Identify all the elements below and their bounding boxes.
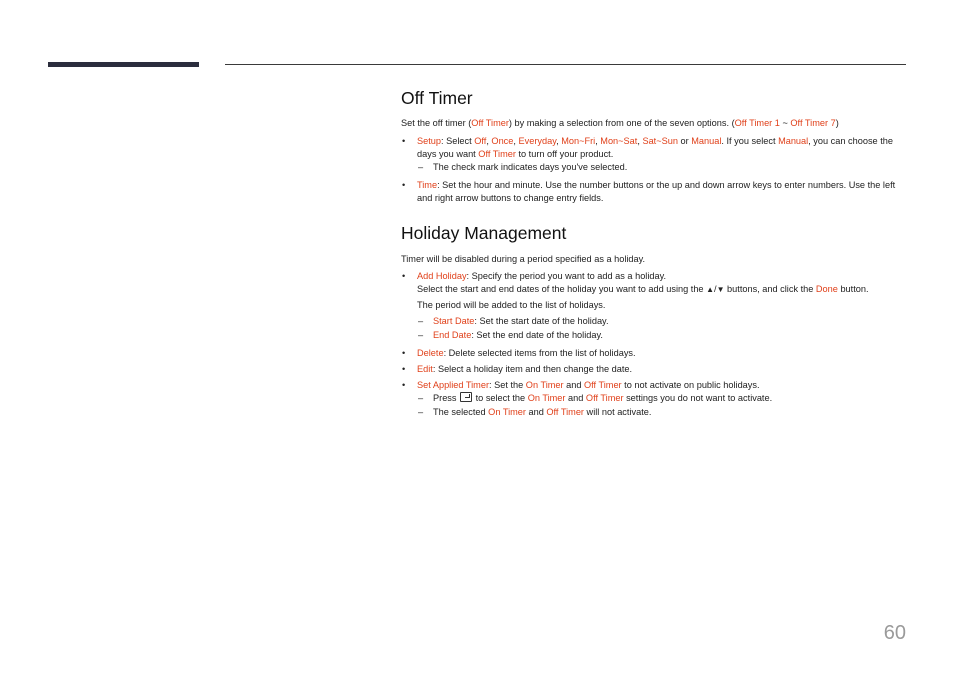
bullet-setup: • Setup: Select Off, Once, Everyday, Mon~Fri, Mon~Sat, Sat~Sun or Manual. If you select Manual, you can choose the days you want Off Timer to turn off your product. [401,135,906,161]
add-holiday-note: The period will be added to the list of holidays. [417,300,606,310]
applied-sub-press: – Press to select the On Timer and Off Timer settings you do not want to activate. [401,392,906,405]
manual-content [401,86,906,419]
section-title-off-timer: Off Timer [401,88,473,108]
start-date-item: – Start Date: Set the start date of the holiday. [401,315,906,328]
enter-icon [460,392,472,402]
bullet-set-applied-timer: • Set Applied Timer: Set the On Timer and Off Timer to not activate on public holidays. [401,379,906,392]
bullet-time: • Time: Set the hour and minute. Use the number buttons or the up and down arrow keys to enter numbers. Use the left and right arrow buttons to change entry fields. [401,179,906,205]
setup-note: – The check mark indicates days you've selected. [401,161,906,174]
header-accent-bar [48,62,199,67]
header-rule [225,64,906,65]
bullet-delete: • Delete: Delete selected items from the list of holidays. [401,347,906,360]
page-number: 60 [883,622,906,644]
holiday-intro: Timer will be disabled during a period specified as a holiday. [401,254,646,264]
section-title-holiday-management: Holiday Management [401,223,567,243]
down-arrow-icon: ▼ [716,285,725,294]
bullet-add-holiday: • Add Holiday: Specify the period you want to add as a holiday. Select the start and end dates of the holiday you want to add using the ▲/▼ buttons, and click the Done button. [401,270,906,296]
applied-sub-selected: – The selected On Timer and Off Timer will not activate. [401,406,906,419]
up-arrow-icon: ▲ [706,285,715,294]
off-timer-intro: Set the off timer (Off Timer) by making a selection from one of the seven options. (Off Timer 1 ~ Off Timer 7) [401,118,839,128]
bullet-edit: • Edit: Select a holiday item and then change the date. [401,363,906,376]
end-date-item: – End Date: Set the end date of the holiday. [401,329,906,342]
